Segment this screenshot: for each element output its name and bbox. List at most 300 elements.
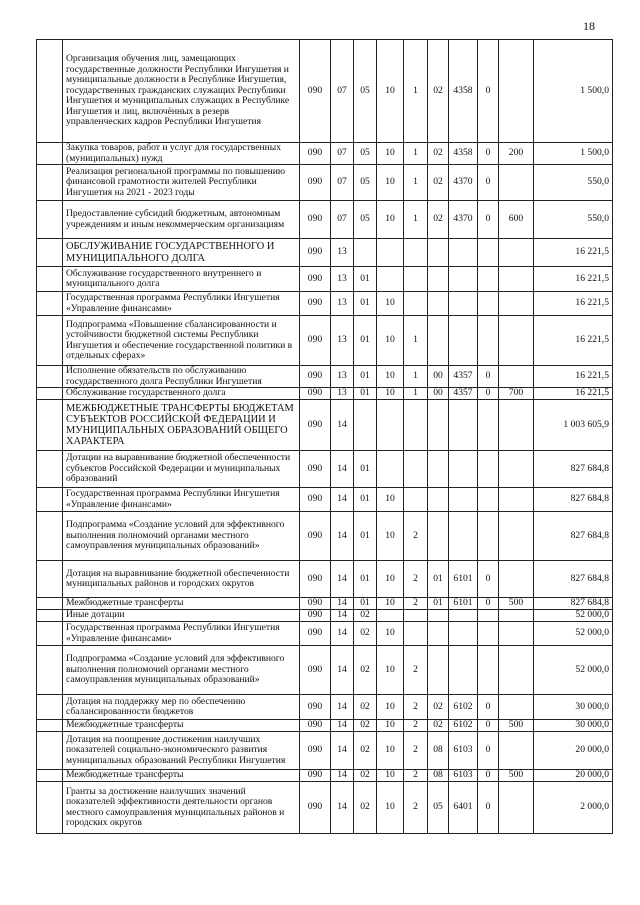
table-row [37, 488, 613, 512]
code-cell-c9 [499, 732, 534, 770]
code-cell-c7: 6103 [449, 770, 478, 782]
code-cell-c5: 2 [404, 732, 428, 770]
code-cell-c2: 14 [331, 720, 354, 732]
row-number-cell [37, 720, 63, 732]
amount-cell: 52 000,0 [534, 646, 613, 695]
code-cell-c3: 01 [354, 488, 377, 512]
code-cell-c1: 090 [300, 451, 331, 488]
code-cell-c9 [499, 488, 534, 512]
code-cell-c1: 090 [300, 782, 331, 834]
code-cell-c4 [377, 239, 404, 267]
table-row [37, 561, 613, 598]
code-cell-c9 [499, 610, 534, 622]
code-cell-c4: 10 [377, 646, 404, 695]
code-cell-c6 [428, 610, 449, 622]
code-cell-c7: 6103 [449, 732, 478, 770]
code-cell-c1: 090 [300, 366, 331, 388]
code-cell-c7: 4358 [449, 143, 478, 165]
code-cell-c7: 6102 [449, 695, 478, 720]
row-number-cell [37, 388, 63, 400]
code-cell-c6 [428, 488, 449, 512]
row-number-cell [37, 646, 63, 695]
amount-cell: 827 684,8 [534, 451, 613, 488]
code-cell-c4: 10 [377, 512, 404, 561]
table-row [37, 610, 613, 622]
row-number-cell [37, 451, 63, 488]
code-cell-c9 [499, 400, 534, 451]
code-cell-c5: 2 [404, 598, 428, 610]
row-description: Закупка товаров, работ и услуг для государственных (муниципальных) нужд [63, 143, 300, 165]
row-description: Межбюджетные трансферты [63, 720, 300, 732]
code-cell-c3 [354, 239, 377, 267]
code-cell-c9 [499, 646, 534, 695]
code-cell-c9: 700 [499, 388, 534, 400]
row-description: Дотация на поддержку мер по обеспечению сбалансированности бюджетов [63, 695, 300, 720]
code-cell-c5: 2 [404, 646, 428, 695]
amount-cell: 1 500,0 [534, 143, 613, 165]
row-number-cell [37, 695, 63, 720]
table-row [37, 40, 613, 143]
code-cell-c4: 10 [377, 695, 404, 720]
row-description: Межбюджетные трансферты [63, 770, 300, 782]
table-row [37, 782, 613, 834]
code-cell-c7 [449, 316, 478, 366]
table-row [37, 388, 613, 400]
table-row [37, 292, 613, 316]
code-cell-c4: 10 [377, 40, 404, 143]
code-cell-c2: 14 [331, 488, 354, 512]
code-cell-c7: 6101 [449, 598, 478, 610]
code-cell-c8: 0 [478, 165, 499, 201]
code-cell-c2: 13 [331, 292, 354, 316]
code-cell-c8: 0 [478, 561, 499, 598]
amount-cell: 16 221,5 [534, 316, 613, 366]
code-cell-c2: 14 [331, 561, 354, 598]
code-cell-c9 [499, 512, 534, 561]
row-description: Исполнение обязательств по обслуживанию государственного долга Республики Ингушетия [63, 366, 300, 388]
code-cell-c8: 0 [478, 598, 499, 610]
code-cell-c1: 090 [300, 488, 331, 512]
code-cell-c6 [428, 451, 449, 488]
table-row [37, 598, 613, 610]
code-cell-c5 [404, 292, 428, 316]
code-cell-c1: 090 [300, 239, 331, 267]
row-description: Подпрограмма «Создание условий для эффективного выполнения полномочий органами местного самоуправления муниципальных образований» [63, 512, 300, 561]
row-number-cell [37, 316, 63, 366]
code-cell-c5: 2 [404, 512, 428, 561]
code-cell-c5 [404, 267, 428, 292]
code-cell-c8: 0 [478, 732, 499, 770]
code-cell-c7: 4358 [449, 40, 478, 143]
code-cell-c6: 02 [428, 201, 449, 239]
code-cell-c5 [404, 488, 428, 512]
table-row [37, 732, 613, 770]
code-cell-c2: 13 [331, 267, 354, 292]
code-cell-c1: 090 [300, 165, 331, 201]
row-number-cell [37, 770, 63, 782]
code-cell-c6 [428, 400, 449, 451]
table-row [37, 512, 613, 561]
code-cell-c8: 0 [478, 782, 499, 834]
code-cell-c6: 01 [428, 561, 449, 598]
code-cell-c5: 1 [404, 388, 428, 400]
code-cell-c1: 090 [300, 561, 331, 598]
code-cell-c5: 1 [404, 40, 428, 143]
code-cell-c3 [354, 400, 377, 451]
row-number-cell [37, 366, 63, 388]
code-cell-c5: 1 [404, 201, 428, 239]
code-cell-c3: 02 [354, 720, 377, 732]
code-cell-c3: 05 [354, 143, 377, 165]
table-row [37, 770, 613, 782]
code-cell-c6 [428, 622, 449, 646]
code-cell-c4: 10 [377, 388, 404, 400]
row-description: Государственная программа Республики Ингушетия «Управление финансами» [63, 488, 300, 512]
table-row [37, 366, 613, 388]
code-cell-c7 [449, 646, 478, 695]
code-cell-c7 [449, 610, 478, 622]
code-cell-c6: 02 [428, 143, 449, 165]
table-row [37, 400, 613, 451]
code-cell-c8: 0 [478, 201, 499, 239]
amount-cell: 16 221,5 [534, 292, 613, 316]
code-cell-c9 [499, 695, 534, 720]
code-cell-c7: 6102 [449, 720, 478, 732]
code-cell-c4: 10 [377, 598, 404, 610]
code-cell-c3: 01 [354, 451, 377, 488]
code-cell-c2: 07 [331, 143, 354, 165]
row-description: Государственная программа Республики Ингушетия «Управление финансами» [63, 292, 300, 316]
code-cell-c6: 02 [428, 695, 449, 720]
code-cell-c7: 6101 [449, 561, 478, 598]
code-cell-c9 [499, 316, 534, 366]
code-cell-c8 [478, 622, 499, 646]
code-cell-c3: 05 [354, 40, 377, 143]
code-cell-c1: 090 [300, 610, 331, 622]
row-description: Подпрограмма «Создание условий для эффективного выполнения полномочий органами местного самоуправления муниципальных образований» [63, 646, 300, 695]
row-description: Гранты за достижение наилучших значений показателей эффективности деятельности органов местного самоуправления муниципальных районов и городских округов [63, 782, 300, 834]
code-cell-c5: 2 [404, 720, 428, 732]
code-cell-c8: 0 [478, 388, 499, 400]
code-cell-c9 [499, 239, 534, 267]
code-cell-c9 [499, 561, 534, 598]
code-cell-c1: 090 [300, 292, 331, 316]
code-cell-c3: 01 [354, 512, 377, 561]
code-cell-c2: 14 [331, 451, 354, 488]
code-cell-c8 [478, 292, 499, 316]
amount-cell: 16 221,5 [534, 388, 613, 400]
amount-cell: 20 000,0 [534, 732, 613, 770]
code-cell-c9 [499, 366, 534, 388]
code-cell-c5 [404, 400, 428, 451]
budget-table [36, 39, 613, 834]
code-cell-c6: 01 [428, 598, 449, 610]
code-cell-c9 [499, 40, 534, 143]
code-cell-c1: 090 [300, 201, 331, 239]
code-cell-c6: 02 [428, 165, 449, 201]
code-cell-c3: 02 [354, 782, 377, 834]
code-cell-c8 [478, 316, 499, 366]
code-cell-c3: 01 [354, 316, 377, 366]
code-cell-c9: 600 [499, 201, 534, 239]
code-cell-c4: 10 [377, 201, 404, 239]
code-cell-c1: 090 [300, 40, 331, 143]
amount-cell: 827 684,8 [534, 598, 613, 610]
code-cell-c3: 02 [354, 732, 377, 770]
code-cell-c6 [428, 512, 449, 561]
code-cell-c3: 01 [354, 267, 377, 292]
code-cell-c9 [499, 782, 534, 834]
code-cell-c8: 0 [478, 40, 499, 143]
code-cell-c9 [499, 292, 534, 316]
code-cell-c8: 0 [478, 770, 499, 782]
code-cell-c2: 07 [331, 165, 354, 201]
code-cell-c9 [499, 451, 534, 488]
code-cell-c7: 4370 [449, 165, 478, 201]
code-cell-c2: 14 [331, 598, 354, 610]
code-cell-c6: 05 [428, 782, 449, 834]
code-cell-c4: 10 [377, 143, 404, 165]
row-number-cell [37, 488, 63, 512]
page-number: 18 [583, 19, 595, 33]
code-cell-c9 [499, 622, 534, 646]
row-number-cell [37, 598, 63, 610]
row-description: Дотации на выравнивание бюджетной обеспеченности субъектов Российской Федерации и муниципальных образований [63, 451, 300, 488]
row-number-cell [37, 239, 63, 267]
code-cell-c7 [449, 267, 478, 292]
code-cell-c3: 01 [354, 598, 377, 610]
code-cell-c8 [478, 239, 499, 267]
code-cell-c4: 10 [377, 488, 404, 512]
row-number-cell [37, 292, 63, 316]
code-cell-c5: 1 [404, 143, 428, 165]
code-cell-c6: 08 [428, 732, 449, 770]
code-cell-c2: 13 [331, 366, 354, 388]
code-cell-c6: 02 [428, 720, 449, 732]
code-cell-c3: 01 [354, 388, 377, 400]
amount-cell: 52 000,0 [534, 610, 613, 622]
code-cell-c2: 14 [331, 782, 354, 834]
code-cell-c2: 14 [331, 770, 354, 782]
code-cell-c6 [428, 292, 449, 316]
row-number-cell [37, 782, 63, 834]
code-cell-c4 [377, 400, 404, 451]
code-cell-c7 [449, 488, 478, 512]
code-cell-c2: 07 [331, 40, 354, 143]
row-description: Подпрограмма «Повышение сбалансированности и устойчивости бюджетной системы Республики Ингушетия и обеспечение государственной политики в отдельных сферах» [63, 316, 300, 366]
code-cell-c3: 01 [354, 292, 377, 316]
code-cell-c6: 00 [428, 366, 449, 388]
code-cell-c8 [478, 512, 499, 561]
code-cell-c6 [428, 239, 449, 267]
code-cell-c2: 13 [331, 316, 354, 366]
amount-cell: 2 000,0 [534, 782, 613, 834]
table-row [37, 201, 613, 239]
code-cell-c1: 090 [300, 646, 331, 695]
code-cell-c8 [478, 646, 499, 695]
row-description: Государственная программа Республики Ингушетия «Управление финансами» [63, 622, 300, 646]
row-number-cell [37, 610, 63, 622]
row-description: Межбюджетные трансферты [63, 598, 300, 610]
code-cell-c2: 14 [331, 622, 354, 646]
code-cell-c3: 02 [354, 770, 377, 782]
code-cell-c7 [449, 400, 478, 451]
code-cell-c1: 090 [300, 267, 331, 292]
code-cell-c2: 13 [331, 388, 354, 400]
code-cell-c2: 14 [331, 610, 354, 622]
code-cell-c5: 2 [404, 561, 428, 598]
code-cell-c1: 090 [300, 400, 331, 451]
amount-cell: 20 000,0 [534, 770, 613, 782]
amount-cell: 550,0 [534, 201, 613, 239]
row-number-cell [37, 561, 63, 598]
code-cell-c5: 2 [404, 782, 428, 834]
amount-cell: 1 500,0 [534, 40, 613, 143]
code-cell-c4 [377, 267, 404, 292]
row-number-cell [37, 143, 63, 165]
code-cell-c5: 1 [404, 366, 428, 388]
table-row [37, 720, 613, 732]
amount-cell: 16 221,5 [534, 366, 613, 388]
code-cell-c1: 090 [300, 512, 331, 561]
code-cell-c4: 10 [377, 316, 404, 366]
code-cell-c8 [478, 488, 499, 512]
amount-cell: 1 003 605,9 [534, 400, 613, 451]
code-cell-c3: 01 [354, 366, 377, 388]
table-row [37, 316, 613, 366]
row-number-cell [37, 165, 63, 201]
code-cell-c7 [449, 512, 478, 561]
row-description: Обслуживание государственного внутреннего и муниципального долга [63, 267, 300, 292]
code-cell-c3: 01 [354, 561, 377, 598]
code-cell-c7 [449, 292, 478, 316]
code-cell-c9 [499, 267, 534, 292]
table-row [37, 622, 613, 646]
code-cell-c8: 0 [478, 720, 499, 732]
code-cell-c8: 0 [478, 143, 499, 165]
code-cell-c4: 10 [377, 561, 404, 598]
code-cell-c1: 090 [300, 622, 331, 646]
code-cell-c2: 14 [331, 695, 354, 720]
row-description: Обслуживание государственного долга [63, 388, 300, 400]
amount-cell: 16 221,5 [534, 267, 613, 292]
code-cell-c5: 2 [404, 695, 428, 720]
code-cell-c7: 4357 [449, 366, 478, 388]
code-cell-c5 [404, 451, 428, 488]
row-number-cell [37, 622, 63, 646]
code-cell-c7 [449, 451, 478, 488]
code-cell-c9: 500 [499, 770, 534, 782]
code-cell-c2: 13 [331, 239, 354, 267]
code-cell-c9: 500 [499, 598, 534, 610]
code-cell-c1: 090 [300, 598, 331, 610]
amount-cell: 16 221,5 [534, 239, 613, 267]
table-row [37, 267, 613, 292]
code-cell-c2: 14 [331, 400, 354, 451]
code-cell-c8 [478, 610, 499, 622]
code-cell-c1: 090 [300, 316, 331, 366]
code-cell-c9: 500 [499, 720, 534, 732]
code-cell-c1: 090 [300, 695, 331, 720]
code-cell-c7: 4370 [449, 201, 478, 239]
row-description: Реализация региональной программы по повышению финансовой грамотности жителей Республики Ингушетия на 2021 - 2023 годы [63, 165, 300, 201]
code-cell-c6 [428, 267, 449, 292]
code-cell-c1: 090 [300, 732, 331, 770]
code-cell-c3: 05 [354, 165, 377, 201]
code-cell-c2: 14 [331, 512, 354, 561]
code-cell-c9 [499, 165, 534, 201]
code-cell-c3: 05 [354, 201, 377, 239]
table-row [37, 451, 613, 488]
code-cell-c4: 10 [377, 770, 404, 782]
row-description: Предоставление субсидий бюджетным, автономным учреждениям и иным некоммерческим организациям [63, 201, 300, 239]
code-cell-c5: 1 [404, 165, 428, 201]
code-cell-c7: 4357 [449, 388, 478, 400]
code-cell-c4: 10 [377, 292, 404, 316]
code-cell-c8 [478, 267, 499, 292]
budget-table-sheet [36, 39, 612, 834]
amount-cell: 827 684,8 [534, 561, 613, 598]
code-cell-c6: 00 [428, 388, 449, 400]
row-description: МЕЖБЮДЖЕТНЫЕ ТРАНСФЕРТЫ БЮДЖЕТАМ СУБЪЕКТОВ РОССИЙСКОЙ ФЕДЕРАЦИИ И МУНИЦИПАЛЬНЫХ ОБРАЗОВАНИЙ ОБЩЕГО ХАРАКТЕРА [63, 400, 300, 451]
code-cell-c8: 0 [478, 695, 499, 720]
code-cell-c7: 6401 [449, 782, 478, 834]
code-cell-c3: 02 [354, 610, 377, 622]
code-cell-c4: 10 [377, 366, 404, 388]
code-cell-c4: 10 [377, 622, 404, 646]
amount-cell: 550,0 [534, 165, 613, 201]
code-cell-c4: 10 [377, 782, 404, 834]
row-number-cell [37, 267, 63, 292]
amount-cell: 30 000,0 [534, 695, 613, 720]
code-cell-c5: 1 [404, 316, 428, 366]
row-description: Организация обучения лиц, замещающих государственные должности Республики Ингушетия и муниципальные должности в Республике Ингушетия, государственных гражданских служащих Республики Ингушетия и муниципальных служащих в Республике Ингушетия и лиц, включённых в резерв управленческих кадров Республики Ингушетия [63, 40, 300, 143]
code-cell-c1: 090 [300, 770, 331, 782]
code-cell-c6 [428, 316, 449, 366]
code-cell-c5 [404, 610, 428, 622]
code-cell-c4: 10 [377, 732, 404, 770]
code-cell-c4: 10 [377, 165, 404, 201]
code-cell-c9: 200 [499, 143, 534, 165]
row-description: Дотация на выравнивание бюджетной обеспеченности муниципальных районов и городских округов [63, 561, 300, 598]
code-cell-c4 [377, 610, 404, 622]
code-cell-c5 [404, 622, 428, 646]
code-cell-c5: 2 [404, 770, 428, 782]
amount-cell: 52 000,0 [534, 622, 613, 646]
amount-cell: 827 684,8 [534, 512, 613, 561]
table-row [37, 143, 613, 165]
code-cell-c5 [404, 239, 428, 267]
code-cell-c1: 090 [300, 143, 331, 165]
row-number-cell [37, 40, 63, 143]
code-cell-c7 [449, 239, 478, 267]
code-cell-c1: 090 [300, 388, 331, 400]
table-row [37, 165, 613, 201]
table-row [37, 646, 613, 695]
row-number-cell [37, 732, 63, 770]
code-cell-c8: 0 [478, 366, 499, 388]
row-number-cell [37, 512, 63, 561]
code-cell-c1: 090 [300, 720, 331, 732]
code-cell-c6 [428, 646, 449, 695]
code-cell-c6: 02 [428, 40, 449, 143]
code-cell-c8 [478, 451, 499, 488]
code-cell-c6: 08 [428, 770, 449, 782]
row-number-cell [37, 201, 63, 239]
row-number-cell [37, 400, 63, 451]
row-description: Иные дотации [63, 610, 300, 622]
code-cell-c8 [478, 400, 499, 451]
